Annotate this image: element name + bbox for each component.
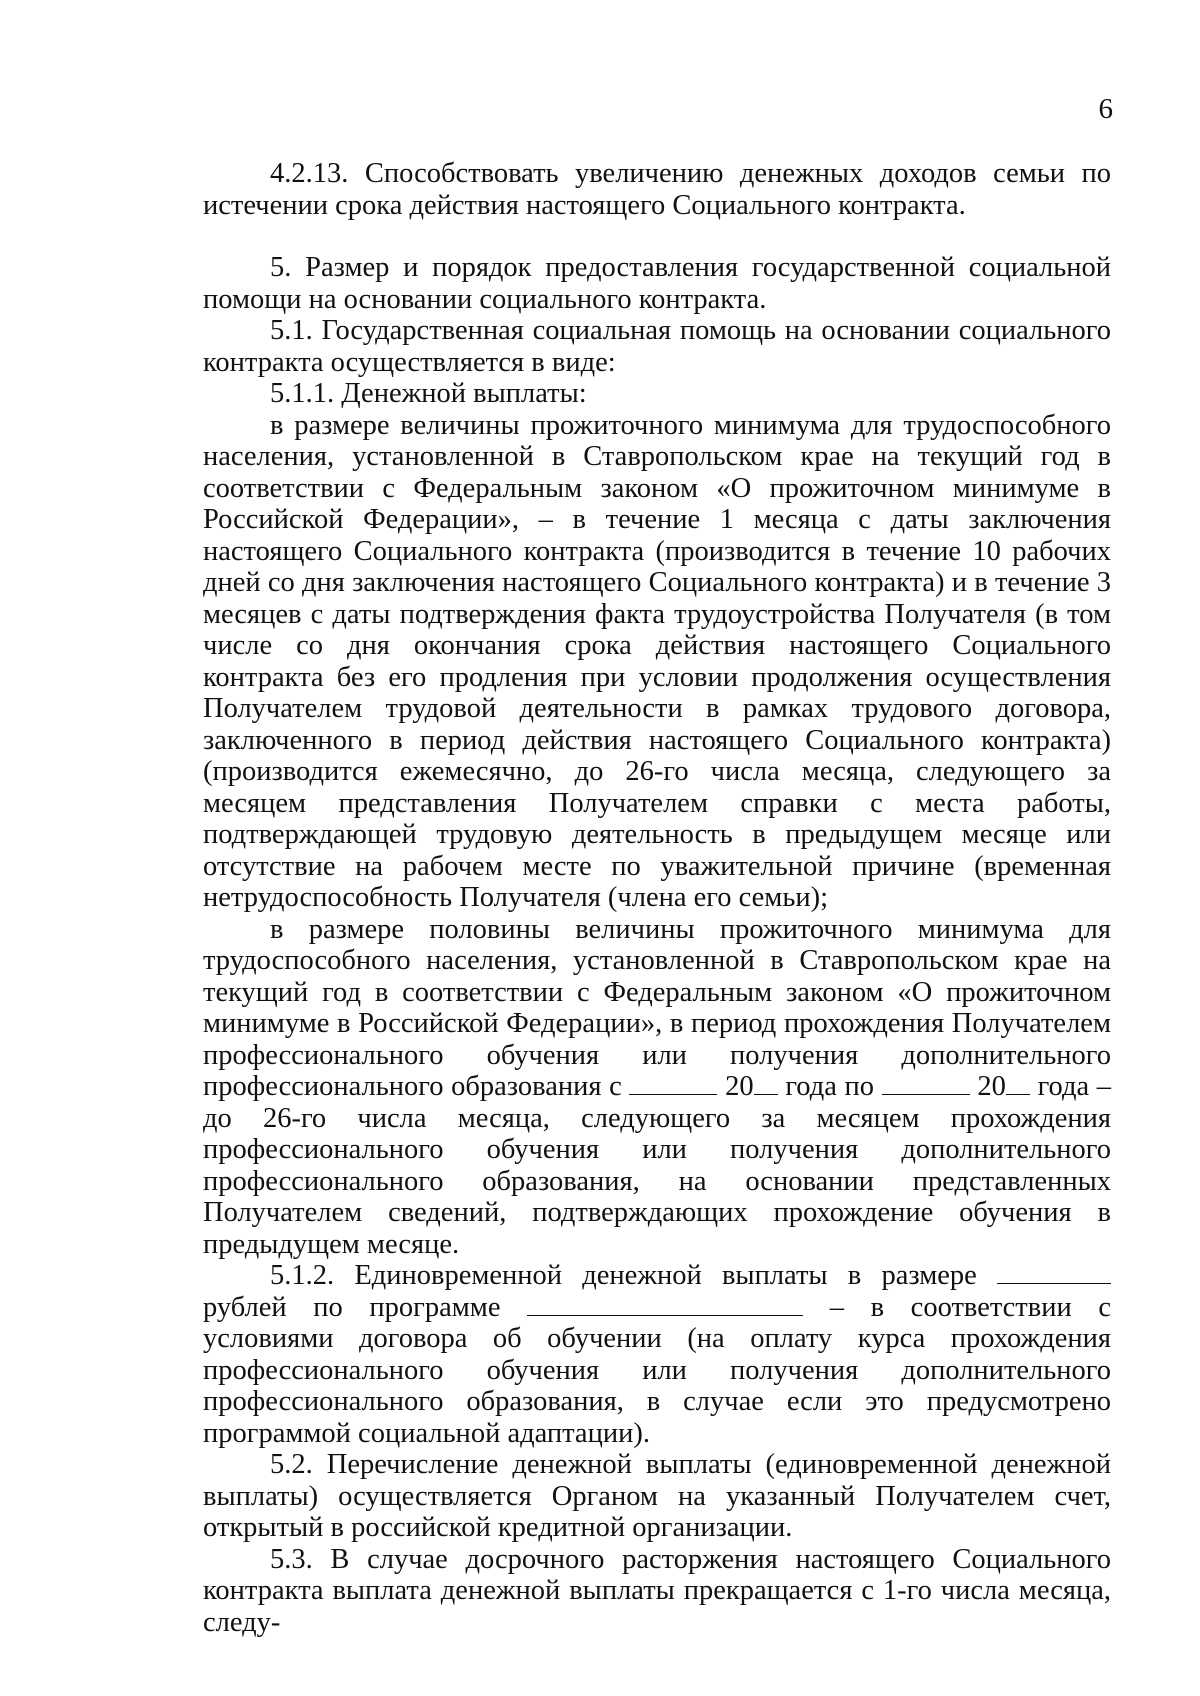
clause-5-1-2-text-end: – в соответствии с условиями договора об обучении (на оплату курса прохождения профессионального обучения или получения дополнительного профессионального образования, в случае если это предусмотрено программой социальной адаптации). <box>203 1291 1111 1449</box>
clause-4-2-13: 4.2.13. Способствовать увеличению денежных доходов семьи по истечении срока действия настоящего Социального контракта. <box>203 158 1111 221</box>
clause-5-3: 5.3. В случае досрочного расторжения настоящего Социального контракта выплата денежной выплаты прекращается с 1-го числа месяца, следу- <box>203 1543 1111 1638</box>
section-5-heading: 5. Размер и порядок предоставления государственной социальной помощи на основании социального контракта. <box>203 252 1111 315</box>
blank-amount <box>997 1261 1111 1284</box>
half-minimum-text-po: года по <box>785 1071 875 1102</box>
clause-5-1-2-text-mid: рублей по программе <box>203 1291 501 1323</box>
half-minimum-text-end: года – до 26-го числа месяца, следующего за месяцем прохождения профессионального обучения или получения дополнительного профессионального образования, на основании представленных Получателем сведений, подтверждающих прохождение обучения в предыдущем месяце. <box>203 1071 1112 1260</box>
blank-end-date <box>882 1072 970 1095</box>
document-body <box>203 158 1111 1638</box>
paragraph-full-minimum: в размере величины прожиточного минимума для трудоспособного населения, установленной в Ставропольском крае на текущий год в соответствии с Федеральным законом «О прожиточном минимуме в Российской Федерации», – в течение 1 месяца с даты заключения настоящего Социального контракта (производится в течение 10 рабочих дней со дня заключения настоящего Социального контракта) и в течение 3 месяцев с даты подтверждения факта трудоустройства Получателя (в том числе со дня окончания срока действия настоящего Социального контракта без его продления при условии продолжения осуществления Получателем трудовой деятельности в рамках трудового договора, заключенного в период действия настоящего Социального контракта) (производится ежемесячно, до 26-го числа месяца, следующего за месяцем представления Получателем справки с места работы, подтверждающей трудовую деятельность в предыдущем месяце или отсутствие на рабочем месте по уважительной причине (временная нетрудоспособность Получателя (члена его семьи); <box>203 409 1111 913</box>
half-minimum-text-start: в размере половины величины прожиточного минимума для трудоспособного населения, установленной в Ставропольском крае на текущий год в соответствии с Федеральным законом «О прожиточном минимуме в Российской Федерации», в период прохождения Получателем профессионального обучения или получения дополнительного профессионального образования с <box>203 913 1111 1102</box>
clause-5-2: 5.2. Перечисление денежной выплаты (единовременной денежной выплаты) осуществляется Органом на указанный Получателем счет, открытый в российской кредитной организации. <box>203 1449 1111 1543</box>
year-prefix-start: 20 <box>725 1071 754 1102</box>
clause-5-1: 5.1. Государственная социальная помощь на основании социального контракта осуществляется в виде: <box>203 315 1111 378</box>
blank-end-year <box>1006 1072 1030 1095</box>
clause-5-1-2-text-start: 5.1.2. Единовременной денежной выплаты в размере <box>270 1260 977 1291</box>
blank-start-year <box>754 1072 778 1095</box>
blank-program <box>527 1293 803 1316</box>
page-number: 6 <box>1098 93 1113 125</box>
clause-5-1-1: 5.1.1. Денежной выплаты: <box>270 378 587 409</box>
clause-5-1-2 <box>203 1260 1111 1449</box>
year-prefix-end: 20 <box>977 1071 1006 1102</box>
paragraph-half-minimum <box>203 914 1111 1261</box>
blank-start-date <box>629 1072 717 1095</box>
